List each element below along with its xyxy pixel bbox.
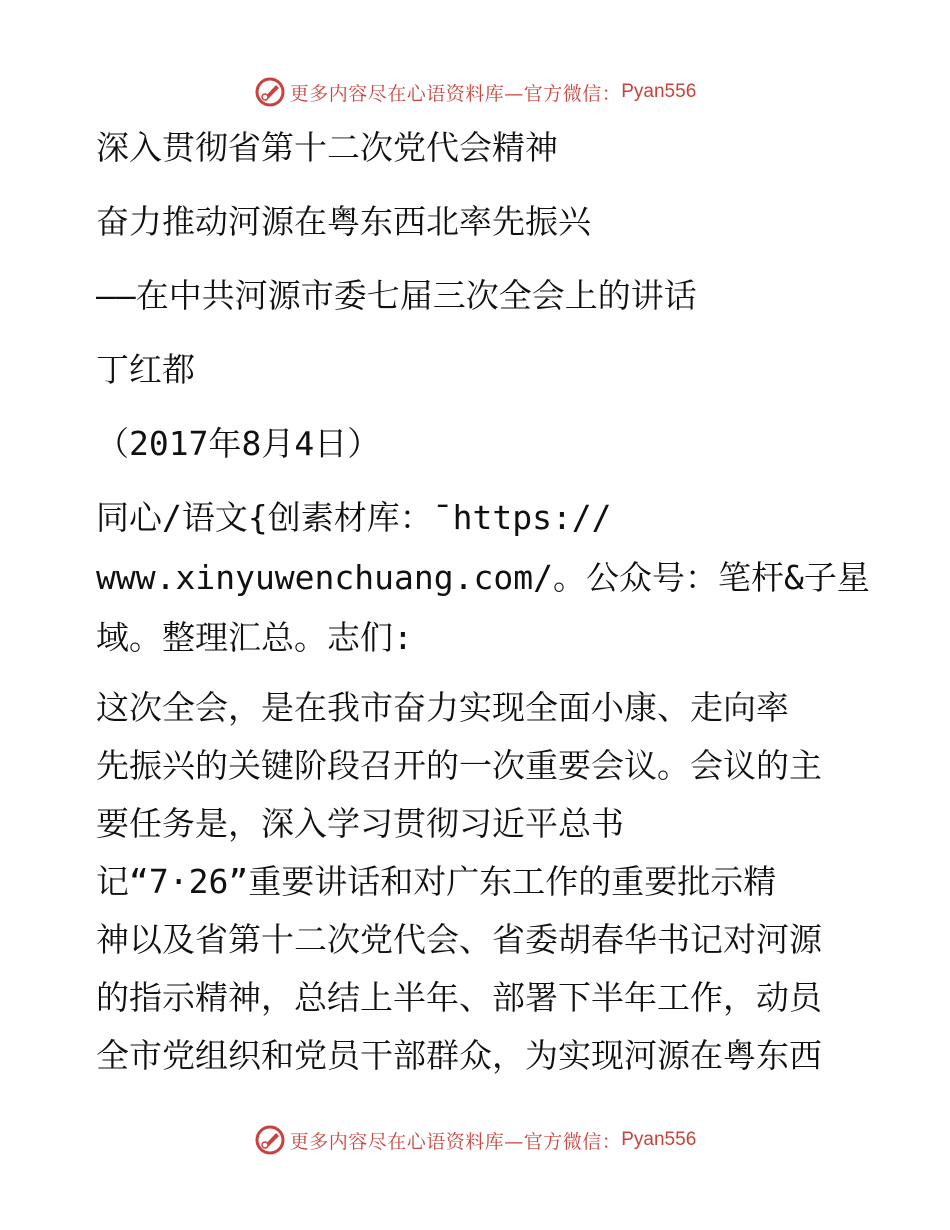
doc-title-line-2: 奋力推动河源在粤东西北率先振兴	[96, 202, 591, 241]
body-line: 的指示精神，总结上半年、部署下半年工作，动员	[96, 978, 822, 1017]
brush-logo-icon	[254, 76, 286, 108]
body-line: 要任务是，深入学习贯彻习近平总书	[96, 804, 624, 843]
brush-logo-icon	[254, 1124, 286, 1156]
header-watermark	[0, 72, 950, 112]
body-line: 同心/语文{创素材库：¯https://	[96, 498, 612, 537]
body-line: 全市党组织和党员干部群众，为实现河源在粤东西	[96, 1036, 822, 1075]
watermark-wechat-id: Pyan556	[621, 1129, 697, 1150]
doc-subtitle: ——在中共河源市委七届三次全会上的讲话	[96, 276, 697, 315]
doc-date: （2017年8月4日）	[96, 424, 381, 463]
watermark-text: 更多内容尽在心语资料库—官方微信：	[289, 82, 622, 105]
body-line: 记“7·26”重要讲话和对广东工作的重要批示精	[96, 862, 777, 901]
watermark-wechat-id: Pyan556	[621, 81, 697, 102]
footer-watermark	[0, 1120, 950, 1160]
body-line: 先振兴的关键阶段召开的一次重要会议。会议的主	[96, 746, 822, 785]
body-line: 神以及省第十二次党代会、省委胡春华书记对河源	[96, 920, 822, 959]
body-line: 这次全会，是在我市奋力实现全面小康、走向率	[96, 688, 789, 727]
body-line: 域。整理汇总。志们:	[96, 618, 413, 657]
watermark-text: 更多内容尽在心语资料库—官方微信：	[289, 1130, 622, 1153]
body-line: www.xinyuwenchuang.com/。公众号：笔杆&子星	[96, 558, 870, 597]
doc-title-line-1: 深入贯彻省第十二次党代会精神	[96, 128, 558, 167]
doc-author: 丁红都	[96, 350, 195, 389]
